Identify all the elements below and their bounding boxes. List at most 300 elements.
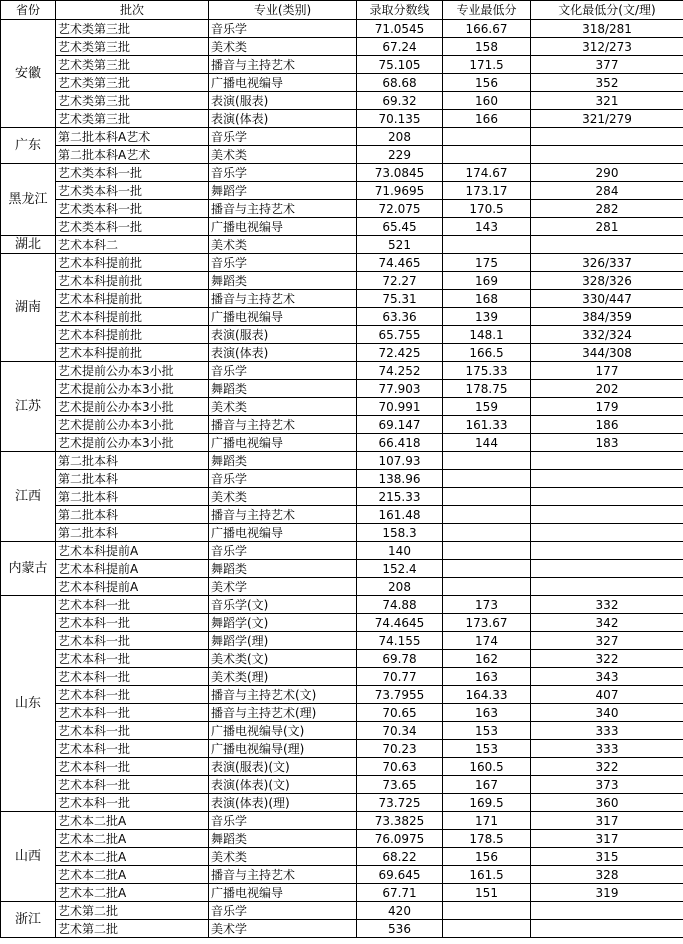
culture-min-score-cell: 284 xyxy=(531,182,683,200)
major-min-score-cell: 169.5 xyxy=(443,794,531,812)
major-min-score-cell xyxy=(443,488,531,506)
admission-line-cell: 76.0975 xyxy=(357,830,443,848)
major-cell: 广播电视编导 xyxy=(209,308,357,326)
admission-line-cell: 68.68 xyxy=(357,74,443,92)
province-cell: 浙江 xyxy=(1,902,56,938)
table-row xyxy=(1,830,683,848)
table-row xyxy=(1,146,683,164)
major-min-score-cell: 168 xyxy=(443,290,531,308)
major-cell: 美术类 xyxy=(209,488,357,506)
major-min-score-cell: 158 xyxy=(443,38,531,56)
major-cell: 美术类 xyxy=(209,146,357,164)
major-min-score-cell: 166 xyxy=(443,110,531,128)
culture-min-score-cell xyxy=(531,920,683,938)
table-row xyxy=(1,704,683,722)
province-cell: 湖北 xyxy=(1,236,56,254)
major-min-score-cell: 139 xyxy=(443,308,531,326)
culture-min-score-cell xyxy=(531,236,683,254)
batch-cell: 艺术类第三批 xyxy=(56,20,209,38)
batch-cell: 艺术本科提前批 xyxy=(56,326,209,344)
culture-min-score-cell xyxy=(531,578,683,596)
table-row xyxy=(1,110,683,128)
province-cell: 山西 xyxy=(1,812,56,902)
culture-min-score-cell: 333 xyxy=(531,722,683,740)
table-row xyxy=(1,164,683,182)
culture-min-score-cell: 281 xyxy=(531,218,683,236)
admission-line-cell: 70.135 xyxy=(357,110,443,128)
batch-cell: 艺术提前公办本3小批 xyxy=(56,380,209,398)
batch-cell: 艺术本科提前A xyxy=(56,578,209,596)
culture-min-score-cell: 342 xyxy=(531,614,683,632)
major-min-score-cell: 151 xyxy=(443,884,531,902)
batch-cell: 艺术类第三批 xyxy=(56,92,209,110)
admission-line-cell: 521 xyxy=(357,236,443,254)
admission-line-cell: 74.465 xyxy=(357,254,443,272)
batch-cell: 艺术第二批 xyxy=(56,920,209,938)
batch-cell: 艺术类本科一批 xyxy=(56,164,209,182)
batch-cell: 第二批本科 xyxy=(56,488,209,506)
culture-min-score-cell: 315 xyxy=(531,848,683,866)
header-row xyxy=(1,1,683,20)
table-row xyxy=(1,254,683,272)
admission-line-cell: 69.645 xyxy=(357,866,443,884)
batch-cell: 第二批本科 xyxy=(56,470,209,488)
admission-line-cell: 107.93 xyxy=(357,452,443,470)
batch-cell: 艺术本科一批 xyxy=(56,794,209,812)
province-cell: 山东 xyxy=(1,596,56,812)
admission-line-cell: 65.755 xyxy=(357,326,443,344)
admission-line-cell: 77.903 xyxy=(357,380,443,398)
major-min-score-cell: 166.5 xyxy=(443,344,531,362)
culture-min-score-cell: 327 xyxy=(531,632,683,650)
header-admission-line: 录取分数线 xyxy=(357,1,443,20)
admission-line-cell: 536 xyxy=(357,920,443,938)
table-row xyxy=(1,686,683,704)
admission-line-cell: 72.425 xyxy=(357,344,443,362)
batch-cell: 第二批本科 xyxy=(56,524,209,542)
table-row xyxy=(1,722,683,740)
table-row xyxy=(1,290,683,308)
culture-min-score-cell: 373 xyxy=(531,776,683,794)
batch-cell: 艺术本二批A xyxy=(56,866,209,884)
admission-line-cell: 70.63 xyxy=(357,758,443,776)
major-cell: 舞蹈类 xyxy=(209,452,357,470)
major-cell: 音乐学 xyxy=(209,902,357,920)
major-cell: 播音与主持艺术 xyxy=(209,866,357,884)
table-row xyxy=(1,380,683,398)
major-cell: 音乐学 xyxy=(209,362,357,380)
major-min-score-cell: 173.67 xyxy=(443,614,531,632)
batch-cell: 艺术本科一批 xyxy=(56,668,209,686)
culture-min-score-cell: 326/337 xyxy=(531,254,683,272)
table-row xyxy=(1,236,683,254)
culture-min-score-cell xyxy=(531,560,683,578)
culture-min-score-cell: 344/308 xyxy=(531,344,683,362)
batch-cell: 艺术本科一批 xyxy=(56,632,209,650)
major-cell: 表演(服表) xyxy=(209,326,357,344)
major-min-score-cell xyxy=(443,470,531,488)
province-cell: 内蒙古 xyxy=(1,542,56,596)
major-cell: 表演(服表) xyxy=(209,92,357,110)
admission-line-cell: 73.7955 xyxy=(357,686,443,704)
major-cell: 播音与主持艺术(文) xyxy=(209,686,357,704)
batch-cell: 第二批本科A艺术 xyxy=(56,128,209,146)
table-row xyxy=(1,38,683,56)
batch-cell: 艺术本科提前A xyxy=(56,542,209,560)
major-min-score-cell: 161.5 xyxy=(443,866,531,884)
culture-min-score-cell xyxy=(531,524,683,542)
table-row xyxy=(1,128,683,146)
batch-cell: 艺术提前公办本3小批 xyxy=(56,434,209,452)
major-min-score-cell: 163 xyxy=(443,704,531,722)
admission-line-cell: 215.33 xyxy=(357,488,443,506)
admission-line-cell: 74.155 xyxy=(357,632,443,650)
major-min-score-cell: 159 xyxy=(443,398,531,416)
culture-min-score-cell: 384/359 xyxy=(531,308,683,326)
admission-line-cell: 74.4645 xyxy=(357,614,443,632)
table-row xyxy=(1,668,683,686)
admission-line-cell: 70.34 xyxy=(357,722,443,740)
culture-min-score-cell: 183 xyxy=(531,434,683,452)
table-row xyxy=(1,452,683,470)
major-min-score-cell: 171.5 xyxy=(443,56,531,74)
major-cell: 音乐学(文) xyxy=(209,596,357,614)
admission-line-cell: 72.075 xyxy=(357,200,443,218)
major-cell: 表演(体表)(理) xyxy=(209,794,357,812)
admission-line-cell: 69.78 xyxy=(357,650,443,668)
batch-cell: 艺术本二批A xyxy=(56,884,209,902)
culture-min-score-cell: 322 xyxy=(531,650,683,668)
batch-cell: 艺术本科一批 xyxy=(56,686,209,704)
culture-min-score-cell: 312/273 xyxy=(531,38,683,56)
major-min-score-cell: 173 xyxy=(443,596,531,614)
table-row xyxy=(1,416,683,434)
admission-line-cell: 74.88 xyxy=(357,596,443,614)
major-cell: 美术类(理) xyxy=(209,668,357,686)
culture-min-score-cell: 186 xyxy=(531,416,683,434)
culture-min-score-cell: 318/281 xyxy=(531,20,683,38)
table-row xyxy=(1,326,683,344)
major-cell: 舞蹈类 xyxy=(209,830,357,848)
table-row xyxy=(1,596,683,614)
culture-min-score-cell: 322 xyxy=(531,758,683,776)
culture-min-score-cell: 321 xyxy=(531,92,683,110)
culture-min-score-cell: 202 xyxy=(531,380,683,398)
major-cell: 表演(服表)(文) xyxy=(209,758,357,776)
table-row xyxy=(1,200,683,218)
batch-cell: 艺术本科一批 xyxy=(56,614,209,632)
admission-line-cell: 63.36 xyxy=(357,308,443,326)
major-min-score-cell xyxy=(443,128,531,146)
major-cell: 音乐学 xyxy=(209,128,357,146)
major-min-score-cell: 174.67 xyxy=(443,164,531,182)
batch-cell: 艺术本科一批 xyxy=(56,758,209,776)
batch-cell: 艺术本科提前批 xyxy=(56,254,209,272)
major-cell: 舞蹈类 xyxy=(209,272,357,290)
batch-cell: 艺术本二批A xyxy=(56,830,209,848)
major-cell: 音乐学 xyxy=(209,812,357,830)
admission-line-cell: 67.24 xyxy=(357,38,443,56)
table-body xyxy=(1,20,683,938)
major-cell: 音乐学 xyxy=(209,542,357,560)
admission-line-cell: 138.96 xyxy=(357,470,443,488)
major-min-score-cell xyxy=(443,920,531,938)
table-row xyxy=(1,776,683,794)
culture-min-score-cell: 290 xyxy=(531,164,683,182)
major-cell: 音乐学 xyxy=(209,254,357,272)
major-cell: 舞蹈学 xyxy=(209,182,357,200)
table-row xyxy=(1,542,683,560)
admission-line-cell: 229 xyxy=(357,146,443,164)
table-row xyxy=(1,182,683,200)
major-cell: 播音与主持艺术 xyxy=(209,290,357,308)
culture-min-score-cell: 407 xyxy=(531,686,683,704)
major-cell: 表演(体表)(文) xyxy=(209,776,357,794)
major-cell: 美术类 xyxy=(209,398,357,416)
admission-line-cell: 73.65 xyxy=(357,776,443,794)
culture-min-score-cell: 377 xyxy=(531,56,683,74)
admission-line-cell: 71.0545 xyxy=(357,20,443,38)
culture-min-score-cell xyxy=(531,128,683,146)
major-cell: 广播电视编导 xyxy=(209,218,357,236)
major-min-score-cell: 143 xyxy=(443,218,531,236)
major-min-score-cell xyxy=(443,452,531,470)
major-min-score-cell: 153 xyxy=(443,740,531,758)
batch-cell: 艺术类第三批 xyxy=(56,38,209,56)
admission-line-cell: 65.45 xyxy=(357,218,443,236)
major-min-score-cell xyxy=(443,542,531,560)
batch-cell: 艺术类第三批 xyxy=(56,110,209,128)
table-row xyxy=(1,524,683,542)
admission-line-cell: 72.27 xyxy=(357,272,443,290)
culture-min-score-cell xyxy=(531,506,683,524)
admission-line-cell: 74.252 xyxy=(357,362,443,380)
major-cell: 播音与主持艺术 xyxy=(209,416,357,434)
admission-line-cell: 68.22 xyxy=(357,848,443,866)
major-cell: 音乐学 xyxy=(209,470,357,488)
admission-line-cell: 73.725 xyxy=(357,794,443,812)
culture-min-score-cell: 177 xyxy=(531,362,683,380)
culture-min-score-cell: 340 xyxy=(531,704,683,722)
table-row xyxy=(1,740,683,758)
major-min-score-cell: 160 xyxy=(443,92,531,110)
major-cell: 音乐学 xyxy=(209,20,357,38)
admission-line-cell: 152.4 xyxy=(357,560,443,578)
major-min-score-cell xyxy=(443,506,531,524)
admission-line-cell: 75.105 xyxy=(357,56,443,74)
header-major: 专业(类别) xyxy=(209,1,357,20)
batch-cell: 艺术本科一批 xyxy=(56,596,209,614)
major-min-score-cell: 169 xyxy=(443,272,531,290)
major-min-score-cell: 174 xyxy=(443,632,531,650)
batch-cell: 艺术本二批A xyxy=(56,848,209,866)
table-row xyxy=(1,434,683,452)
batch-cell: 艺术本科提前A xyxy=(56,560,209,578)
major-cell: 广播电视编导 xyxy=(209,434,357,452)
table-row xyxy=(1,902,683,920)
major-cell: 美术类 xyxy=(209,848,357,866)
admission-line-cell: 208 xyxy=(357,578,443,596)
admission-line-cell: 75.31 xyxy=(357,290,443,308)
admission-line-cell: 140 xyxy=(357,542,443,560)
province-cell: 湖南 xyxy=(1,254,56,362)
major-min-score-cell: 170.5 xyxy=(443,200,531,218)
major-cell: 美术类(文) xyxy=(209,650,357,668)
table-row xyxy=(1,920,683,938)
table-row xyxy=(1,344,683,362)
header-culture-min-score: 文化最低分(文/理) xyxy=(531,1,683,20)
admission-line-cell: 70.991 xyxy=(357,398,443,416)
major-min-score-cell: 161.33 xyxy=(443,416,531,434)
major-min-score-cell: 178.75 xyxy=(443,380,531,398)
admission-line-cell: 70.77 xyxy=(357,668,443,686)
table-header xyxy=(1,1,683,20)
batch-cell: 艺术类第三批 xyxy=(56,74,209,92)
major-cell: 舞蹈类 xyxy=(209,560,357,578)
culture-min-score-cell: 330/447 xyxy=(531,290,683,308)
major-cell: 播音与主持艺术 xyxy=(209,506,357,524)
province-cell: 安徽 xyxy=(1,20,56,128)
major-cell: 舞蹈学(文) xyxy=(209,614,357,632)
major-cell: 广播电视编导 xyxy=(209,884,357,902)
major-min-score-cell: 160.5 xyxy=(443,758,531,776)
batch-cell: 艺术本科提前批 xyxy=(56,344,209,362)
major-cell: 表演(体表) xyxy=(209,110,357,128)
table-row xyxy=(1,92,683,110)
batch-cell: 艺术本科一批 xyxy=(56,740,209,758)
table-row xyxy=(1,74,683,92)
admission-line-cell: 161.48 xyxy=(357,506,443,524)
major-cell: 美术学 xyxy=(209,920,357,938)
major-min-score-cell: 156 xyxy=(443,74,531,92)
admission-line-cell: 67.71 xyxy=(357,884,443,902)
table-row xyxy=(1,866,683,884)
batch-cell: 艺术本科一批 xyxy=(56,704,209,722)
table-row xyxy=(1,470,683,488)
admission-line-cell: 70.23 xyxy=(357,740,443,758)
culture-min-score-cell: 328 xyxy=(531,866,683,884)
major-min-score-cell: 163 xyxy=(443,668,531,686)
culture-min-score-cell: 179 xyxy=(531,398,683,416)
major-cell: 美术类 xyxy=(209,38,357,56)
batch-cell: 艺术本科一批 xyxy=(56,650,209,668)
province-cell: 广东 xyxy=(1,128,56,164)
table-row xyxy=(1,632,683,650)
major-min-score-cell: 175.33 xyxy=(443,362,531,380)
batch-cell: 艺术类第三批 xyxy=(56,56,209,74)
batch-cell: 艺术提前公办本3小批 xyxy=(56,416,209,434)
table-row xyxy=(1,650,683,668)
table-row xyxy=(1,560,683,578)
batch-cell: 艺术本二批A xyxy=(56,812,209,830)
admission-line-cell: 69.32 xyxy=(357,92,443,110)
major-cell: 音乐学 xyxy=(209,164,357,182)
batch-cell: 艺术类本科一批 xyxy=(56,182,209,200)
batch-cell: 艺术本科提前批 xyxy=(56,272,209,290)
admission-line-cell: 66.418 xyxy=(357,434,443,452)
batch-cell: 艺术本科一批 xyxy=(56,776,209,794)
major-min-score-cell: 164.33 xyxy=(443,686,531,704)
major-min-score-cell: 153 xyxy=(443,722,531,740)
admission-line-cell: 158.3 xyxy=(357,524,443,542)
major-cell: 舞蹈类 xyxy=(209,380,357,398)
admission-line-cell: 69.147 xyxy=(357,416,443,434)
major-min-score-cell: 166.67 xyxy=(443,20,531,38)
major-cell: 表演(体表) xyxy=(209,344,357,362)
batch-cell: 艺术提前公办本3小批 xyxy=(56,362,209,380)
major-cell: 广播电视编导 xyxy=(209,74,357,92)
header-batch: 批次 xyxy=(56,1,209,20)
batch-cell: 第二批本科A艺术 xyxy=(56,146,209,164)
culture-min-score-cell: 332 xyxy=(531,596,683,614)
table-row xyxy=(1,20,683,38)
culture-min-score-cell xyxy=(531,542,683,560)
major-min-score-cell: 178.5 xyxy=(443,830,531,848)
batch-cell: 艺术本科一批 xyxy=(56,722,209,740)
batch-cell: 艺术类本科一批 xyxy=(56,200,209,218)
admission-line-cell: 208 xyxy=(357,128,443,146)
culture-min-score-cell: 332/324 xyxy=(531,326,683,344)
major-min-score-cell xyxy=(443,524,531,542)
province-cell: 黑龙江 xyxy=(1,164,56,236)
major-min-score-cell: 144 xyxy=(443,434,531,452)
header-province: 省份 xyxy=(1,1,56,20)
batch-cell: 艺术类本科一批 xyxy=(56,218,209,236)
admission-line-cell: 420 xyxy=(357,902,443,920)
table-row xyxy=(1,506,683,524)
batch-cell: 艺术本科二 xyxy=(56,236,209,254)
batch-cell: 第二批本科 xyxy=(56,452,209,470)
major-cell: 广播电视编导(理) xyxy=(209,740,357,758)
batch-cell: 艺术提前公办本3小批 xyxy=(56,398,209,416)
table-row xyxy=(1,812,683,830)
major-cell: 播音与主持艺术(理) xyxy=(209,704,357,722)
table-row xyxy=(1,218,683,236)
table-row xyxy=(1,884,683,902)
major-cell: 舞蹈学(理) xyxy=(209,632,357,650)
admission-line-cell: 73.0845 xyxy=(357,164,443,182)
culture-min-score-cell xyxy=(531,146,683,164)
major-min-score-cell: 156 xyxy=(443,848,531,866)
culture-min-score-cell: 282 xyxy=(531,200,683,218)
table-row xyxy=(1,578,683,596)
major-cell: 美术类 xyxy=(209,236,357,254)
major-min-score-cell: 162 xyxy=(443,650,531,668)
culture-min-score-cell xyxy=(531,488,683,506)
table-row xyxy=(1,758,683,776)
major-min-score-cell: 175 xyxy=(443,254,531,272)
major-cell: 播音与主持艺术 xyxy=(209,200,357,218)
province-cell: 江西 xyxy=(1,452,56,542)
culture-min-score-cell: 328/326 xyxy=(531,272,683,290)
table-row xyxy=(1,56,683,74)
major-min-score-cell xyxy=(443,578,531,596)
major-min-score-cell: 171 xyxy=(443,812,531,830)
culture-min-score-cell: 352 xyxy=(531,74,683,92)
major-min-score-cell: 167 xyxy=(443,776,531,794)
major-min-score-cell xyxy=(443,146,531,164)
table-row xyxy=(1,794,683,812)
major-min-score-cell xyxy=(443,560,531,578)
table-row xyxy=(1,398,683,416)
culture-min-score-cell xyxy=(531,452,683,470)
culture-min-score-cell: 319 xyxy=(531,884,683,902)
culture-min-score-cell: 317 xyxy=(531,812,683,830)
culture-min-score-cell: 321/279 xyxy=(531,110,683,128)
culture-min-score-cell: 343 xyxy=(531,668,683,686)
table-row xyxy=(1,614,683,632)
culture-min-score-cell xyxy=(531,902,683,920)
